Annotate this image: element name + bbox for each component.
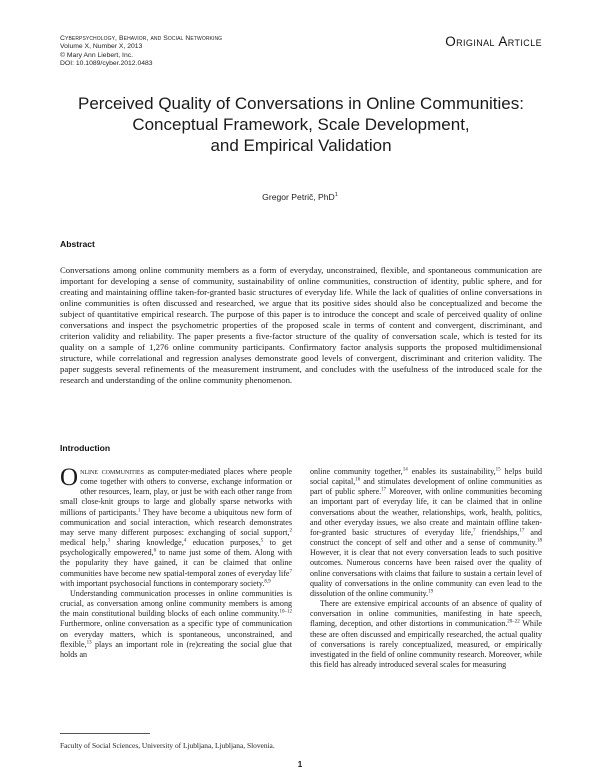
title-line: Perceived Quality of Conversations in Online Communities: (78, 94, 524, 113)
citation: 13 (86, 639, 92, 645)
doi-line: DOI: 10.1089/cyber.2012.0483 (60, 60, 153, 68)
citation: 8,9 (264, 579, 271, 585)
text-run: and stimulates development of online communities as part of public sphere. (310, 477, 542, 497)
citation: 5 (260, 538, 264, 544)
text-run: However, it is clear that not every conversation leads to such positive outcomes. Numerous concerns have been raised over the quality of online conversations with claims that failure to sustain a certain level of quality of conversations in the online community can even lead to the dissolution of the online community. (310, 548, 542, 598)
paragraph (60, 589, 292, 660)
text-run: Furthermore, online conversation as a specific type of communication on everyday matters, which is spontaneous, unconstrained, and flexible, (60, 619, 292, 649)
text-run: While these are often discussed and empirically researched, the actual quality of conversations is rarely conceptualized, measured, or empirically investigated in the field of online community research. Moreover, while this field has already introduced several scales for measuring (310, 619, 542, 669)
citation: 17 (381, 487, 387, 493)
text-run: online community together, (310, 467, 403, 476)
text-run: Moreover, with online communities becoming an important part of everyday life, it can be claimed that in online conversations about the weather, relationships, work, health, politics, and other everyday issues, we also create and maintain offline taken-for-granted basic structures of everyday life, (310, 487, 543, 537)
text-run: enables its sustainability, (407, 467, 496, 476)
text-run: friendships, (475, 527, 520, 537)
citation: 14 (402, 467, 408, 473)
text-run: sharing knowledge, (110, 538, 184, 548)
citation: 17 (519, 528, 525, 534)
text-run: plays an important role in (re)creating the social glue that holds an (60, 639, 292, 659)
text-run: medical help, (60, 538, 108, 548)
text-run: to get psychologically empowered, (60, 538, 292, 558)
article-type: Original Article (445, 34, 542, 49)
citation: 10–12 (279, 609, 292, 615)
paragraph (310, 599, 542, 670)
journal-name: Cyberpsychology, Behavior, and Social Networking (60, 35, 223, 42)
text-run: helps build social capital, (310, 467, 542, 487)
citation: 4 (183, 538, 187, 544)
text-run: to name just some of them. Along with the popularity they have gained, it can be claimed that online communities have become new spatial-temporal zones of everyday life (60, 548, 292, 578)
title-line: and Empirical Validation (210, 136, 392, 155)
text-run: as computer-mediated places where people come together with others to converse, exchange information or other resources, learn, play, or just be with each other range from small close-knit groups to large and globally sparse networks with millions of participants. (60, 467, 293, 517)
affiliation-mark: 1 (334, 192, 338, 199)
text-run: There are extensive empirical accounts of an absence of quality of conversation in online communities, manifesting in hate speech, flaming, deception, and other distortions in communication. (310, 599, 542, 629)
citation: 7 (473, 528, 476, 534)
citation: 16 (355, 477, 361, 483)
text-run: and construct the concept of self and other and a sense of community. (310, 527, 542, 548)
citation: 1 (138, 507, 141, 513)
abstract-text: Conversations among online community members as a form of everyday, unconstrained, flexible, and spontaneous communication are important for developing a sense of community, sustainability of online communities, construction of identity, public sphere, and for creating and maintaining offline taken-for-granted basic structures of everyday life. While the lack of qualities of online conversations in online communities is often discussed and researched, we argue that its positive sides should also be conceptualized and become the subject of quantitative empirical research. The purpose of this paper is to introduce the concept and scale of perceived quality of online conversations and inspect the psychometric properties of the proposed scale in terms of content and convergent, discriminant, and criterion validity and reliability. The paper presents a five-factor structure of the quality of conversation scale, which is tested for its quality on a sample of 1,276 online community participants. Confirmatory factor analysis supports the proposed multidimensional structure, while correlational and regression analyses demonstrate good levels of convergent, discriminant and criterion validity. The paper suggests several refinements of the measurement instrument, and concludes with the usefulness of the introduced scale for the research and understanding of the online community phenomenon. (60, 265, 542, 385)
citation: 2 (289, 528, 292, 534)
text-run: They have become a ubiquitous new form of communication and social interaction, which research demonstrates may serve many different purposes: exchanging of social support, (60, 507, 292, 537)
page-number: 1 (297, 760, 303, 769)
body-column-left (60, 464, 293, 660)
paper-title (60, 93, 542, 156)
title-line: Conceptual Framework, Scale Development, (132, 115, 470, 134)
abstract-heading: Abstract (60, 239, 95, 249)
lead-in: nline communities (80, 467, 144, 476)
journal-info (60, 35, 222, 69)
author-line (0, 192, 600, 202)
footnote-divider (60, 733, 150, 734)
citation: 3 (107, 538, 111, 544)
author-name: Gregor Petrič, PhD (262, 192, 335, 202)
citation: 18 (537, 538, 542, 544)
text-run: education purposes, (186, 538, 261, 548)
citation: 15 (495, 467, 501, 473)
copyright-line: © Mary Ann Liebert, Inc. (60, 51, 134, 59)
text-run: Understanding communication processes in online communities is crucial, as conversation among online community members is among the main constitutional building blocks of each online community. (60, 588, 292, 619)
paragraph (310, 467, 542, 599)
paragraph (60, 464, 293, 589)
citation: 19 (428, 589, 434, 595)
citation: 20–22 (507, 619, 520, 625)
affiliation-footnote: Faculty of Social Sciences, University of Ljubljana, Ljubljana, Slovenia. (60, 741, 275, 750)
citation: 7 (289, 568, 292, 574)
body-column-right (310, 467, 542, 670)
drop-cap: O (60, 464, 79, 491)
text-run: with important psychosocial functions in contemporary society. (60, 578, 265, 588)
introduction-heading: Introduction (60, 443, 111, 453)
journal-volume: Volume X, Number X, 2013 (60, 43, 143, 51)
citation: 6 (153, 548, 157, 554)
